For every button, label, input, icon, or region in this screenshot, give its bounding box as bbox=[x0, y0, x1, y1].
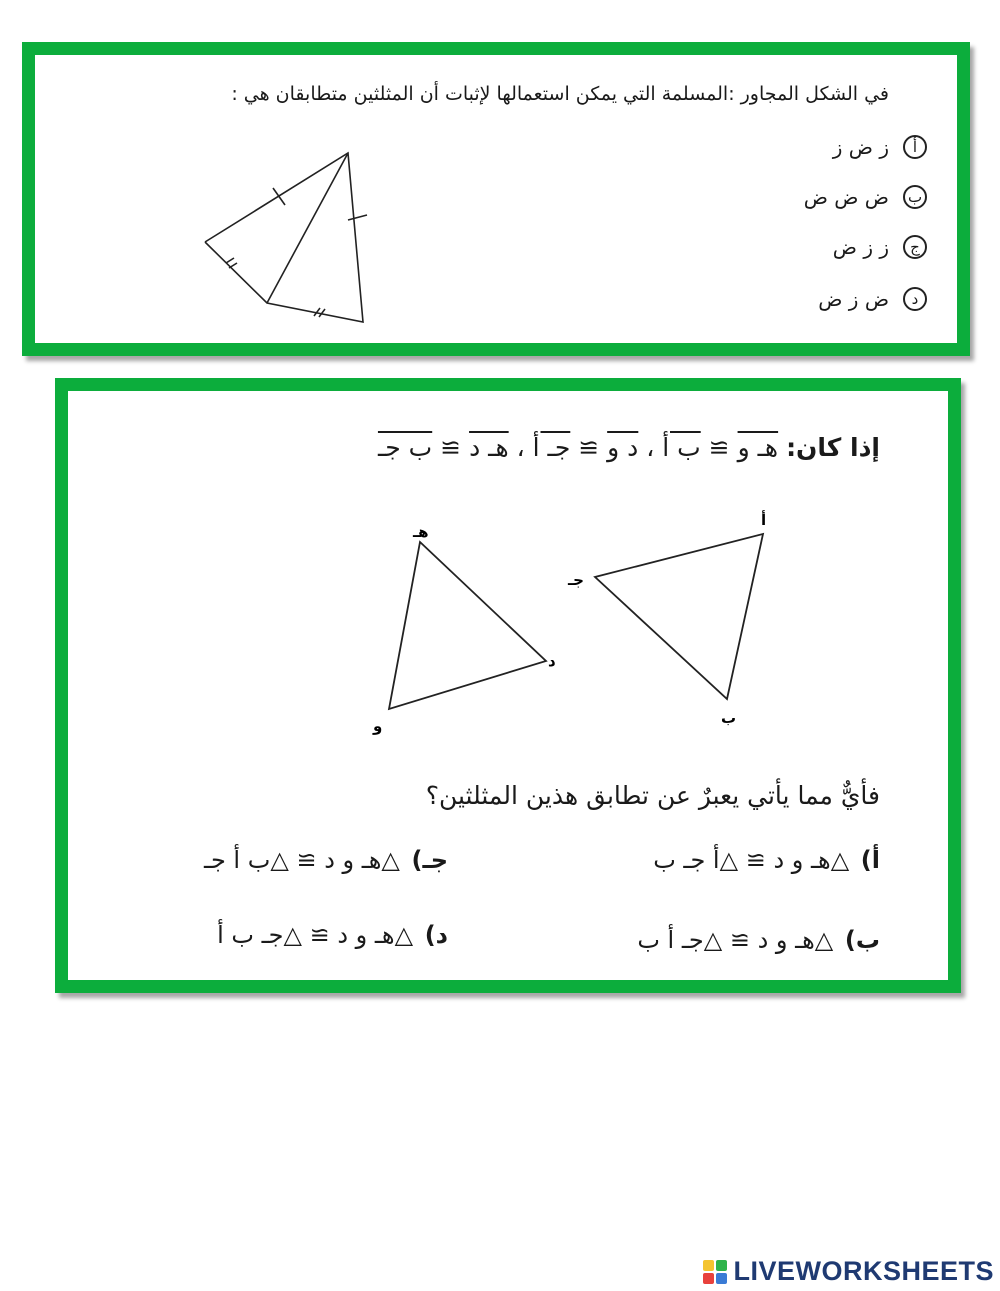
single-tick bbox=[273, 188, 285, 205]
option-label: د) bbox=[424, 921, 448, 949]
triangle-symbol: △ bbox=[394, 921, 414, 949]
option-first: هـ و د bbox=[773, 846, 831, 874]
congruent-symbol: ≅ bbox=[745, 846, 766, 874]
segment-separator: ≅ bbox=[570, 433, 600, 462]
q2-option-c[interactable] bbox=[204, 846, 448, 874]
option-value: ض ض ض bbox=[803, 185, 889, 209]
segment-separator: ≅ bbox=[700, 433, 730, 462]
triangle-symbol: △ bbox=[830, 846, 850, 874]
option-first: هـ و د bbox=[337, 921, 395, 949]
logo-square bbox=[703, 1260, 714, 1271]
vertex-ba: ب bbox=[721, 709, 737, 727]
vertex-waw: و bbox=[373, 717, 383, 735]
vertex-jeem: جـ bbox=[568, 571, 584, 589]
option-label: جـ) bbox=[411, 846, 448, 874]
congruent-symbol: ≅ bbox=[729, 926, 750, 954]
triangle-symbol: △ bbox=[814, 926, 834, 954]
liveworksheets-logo[interactable] bbox=[703, 1256, 994, 1287]
segment-separator: ≅ bbox=[432, 433, 462, 462]
option-second: ب أ جـ bbox=[203, 846, 271, 874]
q2-question: فأيٌّ مما يأتي يعبرٌ عن تطابق هذين المثلثين؟ bbox=[425, 781, 880, 810]
question-card-2 bbox=[55, 378, 961, 993]
segment-separator: ، bbox=[638, 433, 655, 462]
congruent-symbol: ≅ bbox=[309, 921, 330, 949]
triangle-symbol: △ bbox=[381, 846, 400, 874]
triangle-symbol: △ bbox=[719, 846, 739, 874]
segment-name: هـ د bbox=[469, 433, 509, 462]
option-label-circle: ج bbox=[903, 235, 927, 259]
question-card-1 bbox=[22, 42, 970, 356]
q1-figure bbox=[185, 135, 385, 325]
option-second: أ جـ ب bbox=[653, 846, 720, 874]
segment-name: ب جـ bbox=[377, 433, 433, 462]
vertex-alef: أ bbox=[761, 511, 767, 529]
triangle-symbol: △ bbox=[283, 921, 302, 949]
q2-option-a[interactable] bbox=[653, 846, 880, 874]
congruent-symbol: ≅ bbox=[296, 846, 317, 874]
triangle-hvd bbox=[389, 542, 546, 709]
condition-segments bbox=[378, 433, 778, 462]
q1-option-a[interactable] bbox=[833, 135, 927, 159]
option-label: ب) bbox=[844, 926, 880, 954]
option-label-circle: د bbox=[903, 287, 927, 311]
triangle-symbol: △ bbox=[703, 926, 723, 954]
q1-option-b[interactable] bbox=[804, 185, 927, 209]
question-1-text: في الشكل المجاور :المسلمة التي يمكن استعمالها لإثبات أن المثلثين متطابقان هي : bbox=[231, 83, 889, 105]
q2-option-d[interactable] bbox=[217, 921, 448, 949]
option-second: جـ أ ب bbox=[637, 926, 704, 954]
q1-option-d[interactable] bbox=[818, 287, 927, 311]
option-label-circle: ب bbox=[903, 185, 927, 209]
vertex-ha: هـ bbox=[413, 523, 429, 541]
segment-name: هـ و bbox=[737, 433, 779, 462]
logo-square bbox=[716, 1260, 727, 1271]
segment-name: جـ أ bbox=[532, 433, 571, 462]
logo-text: LIVEWORKSHEETS bbox=[733, 1256, 994, 1286]
triangle-abj bbox=[595, 534, 763, 699]
logo-square bbox=[703, 1273, 714, 1284]
segment-name: د و bbox=[607, 433, 639, 462]
option-value: ز ز ض bbox=[832, 235, 889, 259]
segment-separator: ، bbox=[508, 433, 525, 462]
logo-icon bbox=[703, 1260, 727, 1284]
option-first: هـ و د bbox=[757, 926, 815, 954]
double-tick bbox=[226, 258, 234, 263]
q2-figure bbox=[368, 511, 788, 741]
vertex-dal: د bbox=[548, 652, 556, 670]
double-tick bbox=[229, 263, 237, 268]
condition-prefix: إذا كان: bbox=[786, 433, 880, 462]
single-tick bbox=[348, 215, 367, 220]
diagonal bbox=[267, 153, 348, 303]
q2-condition bbox=[378, 433, 880, 462]
segment-name: ب أ bbox=[662, 433, 701, 462]
option-label-circle: أ bbox=[903, 135, 927, 159]
triangle-symbol: △ bbox=[270, 846, 289, 874]
option-value: ض ز ض bbox=[818, 287, 889, 311]
option-second: جـ ب أ bbox=[217, 921, 284, 949]
q2-option-b[interactable] bbox=[637, 926, 880, 954]
option-label: أ) bbox=[860, 846, 880, 874]
option-first: هـ و د bbox=[324, 846, 382, 874]
q1-option-c[interactable] bbox=[833, 235, 927, 259]
quadrilateral-outline bbox=[205, 153, 363, 322]
logo-square bbox=[716, 1273, 727, 1284]
option-value: ز ض ز bbox=[832, 135, 889, 159]
